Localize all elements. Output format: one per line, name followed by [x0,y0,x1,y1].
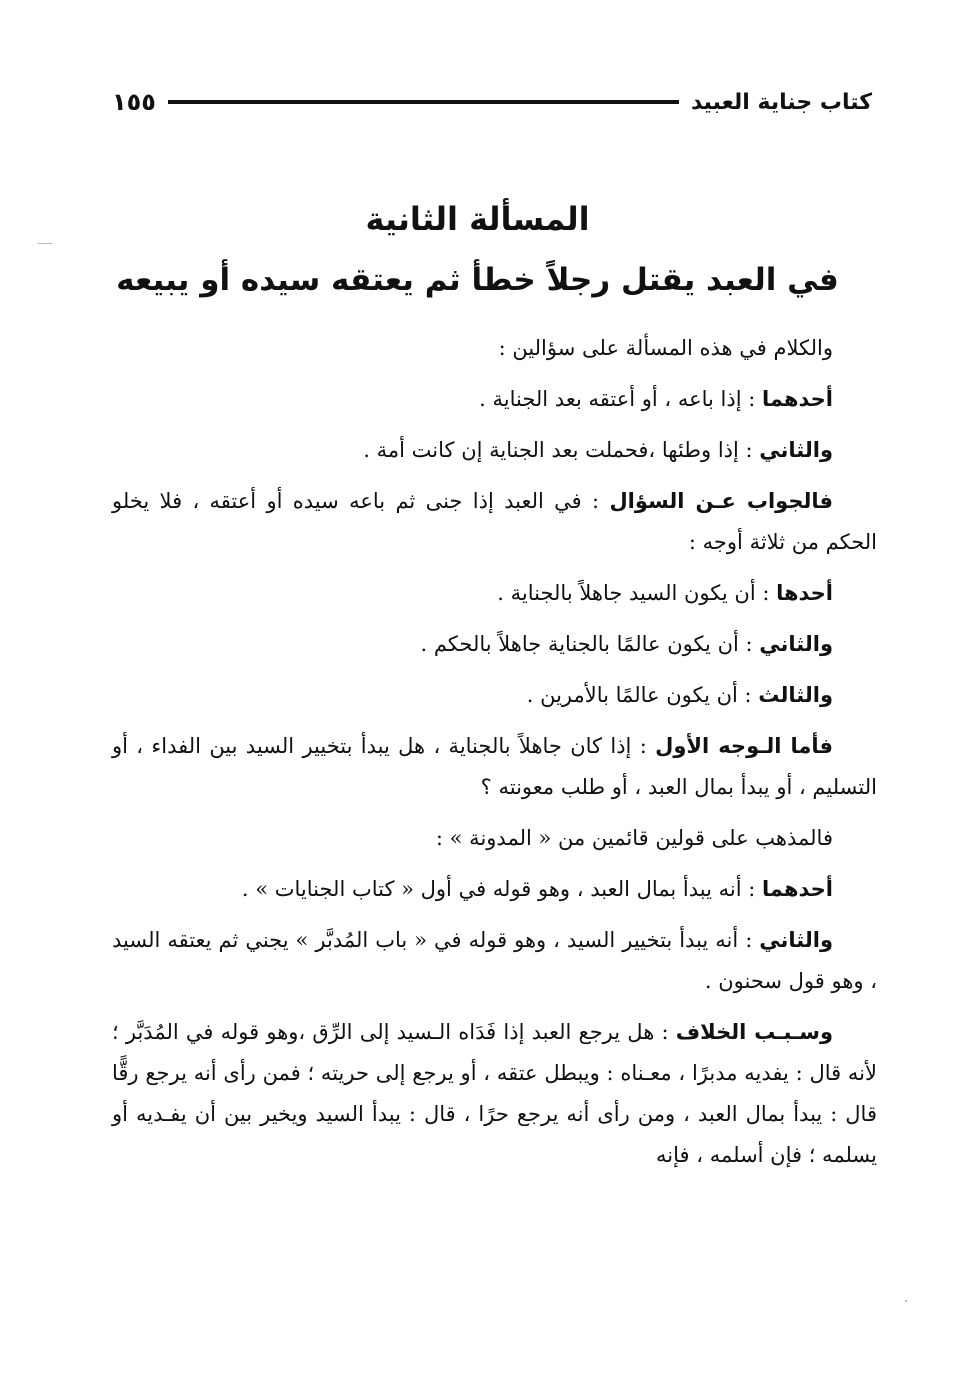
body-text [112,328,877,1186]
paragraph-second-question: والثاني : إذا وطئها ،فحملت بعد الجناية إن كانت أمة . [363,438,833,462]
scan-speck [38,243,52,244]
paragraph-opinion-one: أحدهما : أنه يبدأ بمال العبد ، وهو قوله في أول « كتاب الجنايات » . [241,877,833,901]
scan-speck [905,1300,907,1302]
issue-subject-heading: في العبد يقتل رجلاً خطأ ثم يعتقه سيده أو يبيعه [116,262,839,298]
paragraph-answer: فالجواب عـن السؤال : في العبد إذا جنى ثم باعه سيده أو أعتقه ، فلا يخلو الحكم من ثلاثة أوجه : [112,489,877,554]
issue-heading: المسألة الثانية [365,200,590,238]
page-number: ١٥٥ [112,88,156,116]
paragraph-case-two: والثاني : أن يكون عالمًا بالجناية جاهلاً بالحكم . [420,632,833,656]
header-rule [168,100,679,104]
paragraph-intro: والكلام في هذه المسألة على سؤالين : [498,336,833,360]
paragraph-case-one: أحدها : أن يكون السيد جاهلاً بالجناية . [497,581,833,605]
paragraph-madhab: فالمذهب على قولين قائمين من « المدونة » : [435,826,833,850]
paragraph-case-three: والثالث : أن يكون عالمًا بالأمرين . [526,683,833,707]
paragraph-first-aspect: فأما الـوجه الأول : إذا كان جاهلاً بالجناية ، هل يبدأ بتخيير السيد بين الفداء ، أو التسليم ، أو يبدأ بمال العبد ، أو طلب معونته ؟ [112,734,877,799]
paragraph-first-question: أحدهما : إذا باعه ، أو أعتقه بعد الجناية . [479,387,833,411]
running-header [112,84,872,120]
paragraph-cause-of-dispute: وسـبـب الخلاف : هل يرجع العبد إذا فَدَاه الـسيد إلى الرِّق ،وهو قوله في المُدَبَّر ؛ لأنه قال : يفديه مدبرًا ، معـناه : ويبطل عتقه ، أو يرجع إلى حريته ؛ فمن رأى أنه يرجع رقًّا قال : يبدأ بمال العبد ، ومن رأى أنه يرجع حرًا ، قال : يبدأ السيد ويخير بين أن يفـديه أو يسلمه ؛ فإن أسلمه ، فإنه [112,1020,877,1167]
header-book-title: كتاب جناية العبيد [690,89,872,115]
paragraph-opinion-two: والثاني : أنه يبدأ بتخيير السيد ، وهو قوله في « باب المُدبَّر » يجني ثم يعتقه السيد ، وهو قول سحنون . [112,928,877,993]
